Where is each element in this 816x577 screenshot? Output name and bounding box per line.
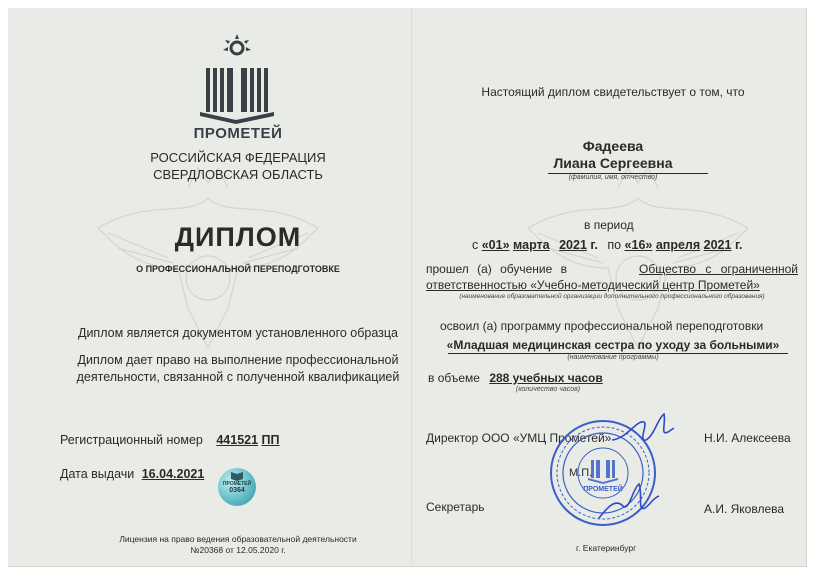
statement-official: Диплом является документом установленного образца [77, 326, 399, 340]
statement-rights-line2: деятельности, связанной с полученной квалификацией [76, 370, 400, 384]
prometey-logo-icon [194, 32, 280, 126]
to-year: 2021 [703, 238, 732, 252]
statement-rights-line1: Диплом дает право на выполнение профессиональной [77, 353, 399, 367]
period-row [472, 238, 742, 252]
volume-caption: (количество часов) [515, 386, 581, 393]
from-month: марта [513, 238, 550, 252]
period-label: в период [584, 218, 634, 232]
volume-label: в объеме [428, 371, 480, 385]
graduate-name: Лиана Сергеевна [553, 155, 673, 171]
program-name: «Младшая медицинская сестра по уходу за больными» [446, 338, 780, 352]
registration-label: Регистрационный номер [60, 433, 203, 447]
org-name-part2: ответственностью «Учебно-методический центр Прометей» [426, 278, 760, 292]
secretary-signature-icon [593, 478, 663, 528]
training-line1 [426, 262, 798, 276]
from-prefix: с [472, 238, 479, 252]
issue-date-row [60, 467, 204, 481]
secretary-label: Секретарь [426, 500, 485, 514]
to-year-suffix: г. [734, 238, 743, 252]
center-fold [411, 8, 412, 566]
training-intro: прошел (а) обучение в [426, 262, 568, 276]
license-line1: Лицензия на право ведения образовательной деятельности [119, 534, 357, 544]
to-month: апреля [655, 238, 701, 252]
from-year-suffix: г. [590, 238, 598, 252]
document-title: ДИПЛОМ [174, 222, 302, 252]
region: СВЕРДЛОВСКАЯ ОБЛАСТЬ [153, 167, 323, 182]
city: г. Екатеринбург [576, 543, 637, 553]
hologram-book-icon [230, 471, 244, 481]
registration-number: 441521 [216, 433, 259, 447]
org-name-part1: Общество с ограниченной [639, 262, 798, 276]
hologram-number: 0364 [229, 487, 245, 494]
to-prefix: по [607, 238, 622, 252]
from-year: 2021 [559, 238, 587, 252]
secretary-name: А.И. Яковлева [704, 502, 785, 516]
graduate-surname: Фадеева [582, 138, 644, 154]
program-caption: (наименование программы) [567, 354, 659, 361]
org-caption: (наименование образовательной организации дополнительного профессионального образования) [459, 293, 765, 300]
from-day: «01» [481, 238, 510, 252]
logo-brand: ПРОМЕТЕЙ [193, 125, 283, 142]
country: РОССИЙСКАЯ ФЕДЕРАЦИЯ [150, 150, 326, 165]
mp-label: М.П. [569, 467, 593, 479]
director-name: Н.И. Алексеева [704, 431, 791, 445]
registration-row [60, 433, 280, 447]
program-intro: освоил (а) программу профессиональной переподготовки [440, 319, 764, 333]
volume-value: 288 учебных часов [489, 371, 603, 385]
to-day: «16» [624, 238, 653, 252]
diploma-sheet [8, 8, 807, 567]
issue-date-label: Дата выдачи [60, 467, 135, 481]
seal-brand: ПРОМЕТЕЙ [583, 486, 623, 493]
license-line2: №20368 от 12.05.2020 г. [190, 545, 286, 555]
issue-date: 16.04.2021 [141, 467, 205, 481]
name-caption: (фамилия, имя, отчество) [568, 174, 658, 181]
document-subtitle: О ПРОФЕССИОНАЛЬНОЙ ПЕРЕПОДГОТОВКЕ [136, 264, 340, 274]
director-signature-icon [608, 410, 678, 450]
registration-suffix: ПП [261, 433, 280, 447]
hologram-brand: ПРОМЕТЕЙ [222, 481, 252, 487]
director-label: Директор ООО «УМЦ Прометей» [426, 431, 612, 445]
intro-text: Настоящий диплом свидетельствует о том, что [481, 85, 745, 99]
hologram-sticker [218, 468, 256, 506]
volume-row [428, 371, 603, 385]
